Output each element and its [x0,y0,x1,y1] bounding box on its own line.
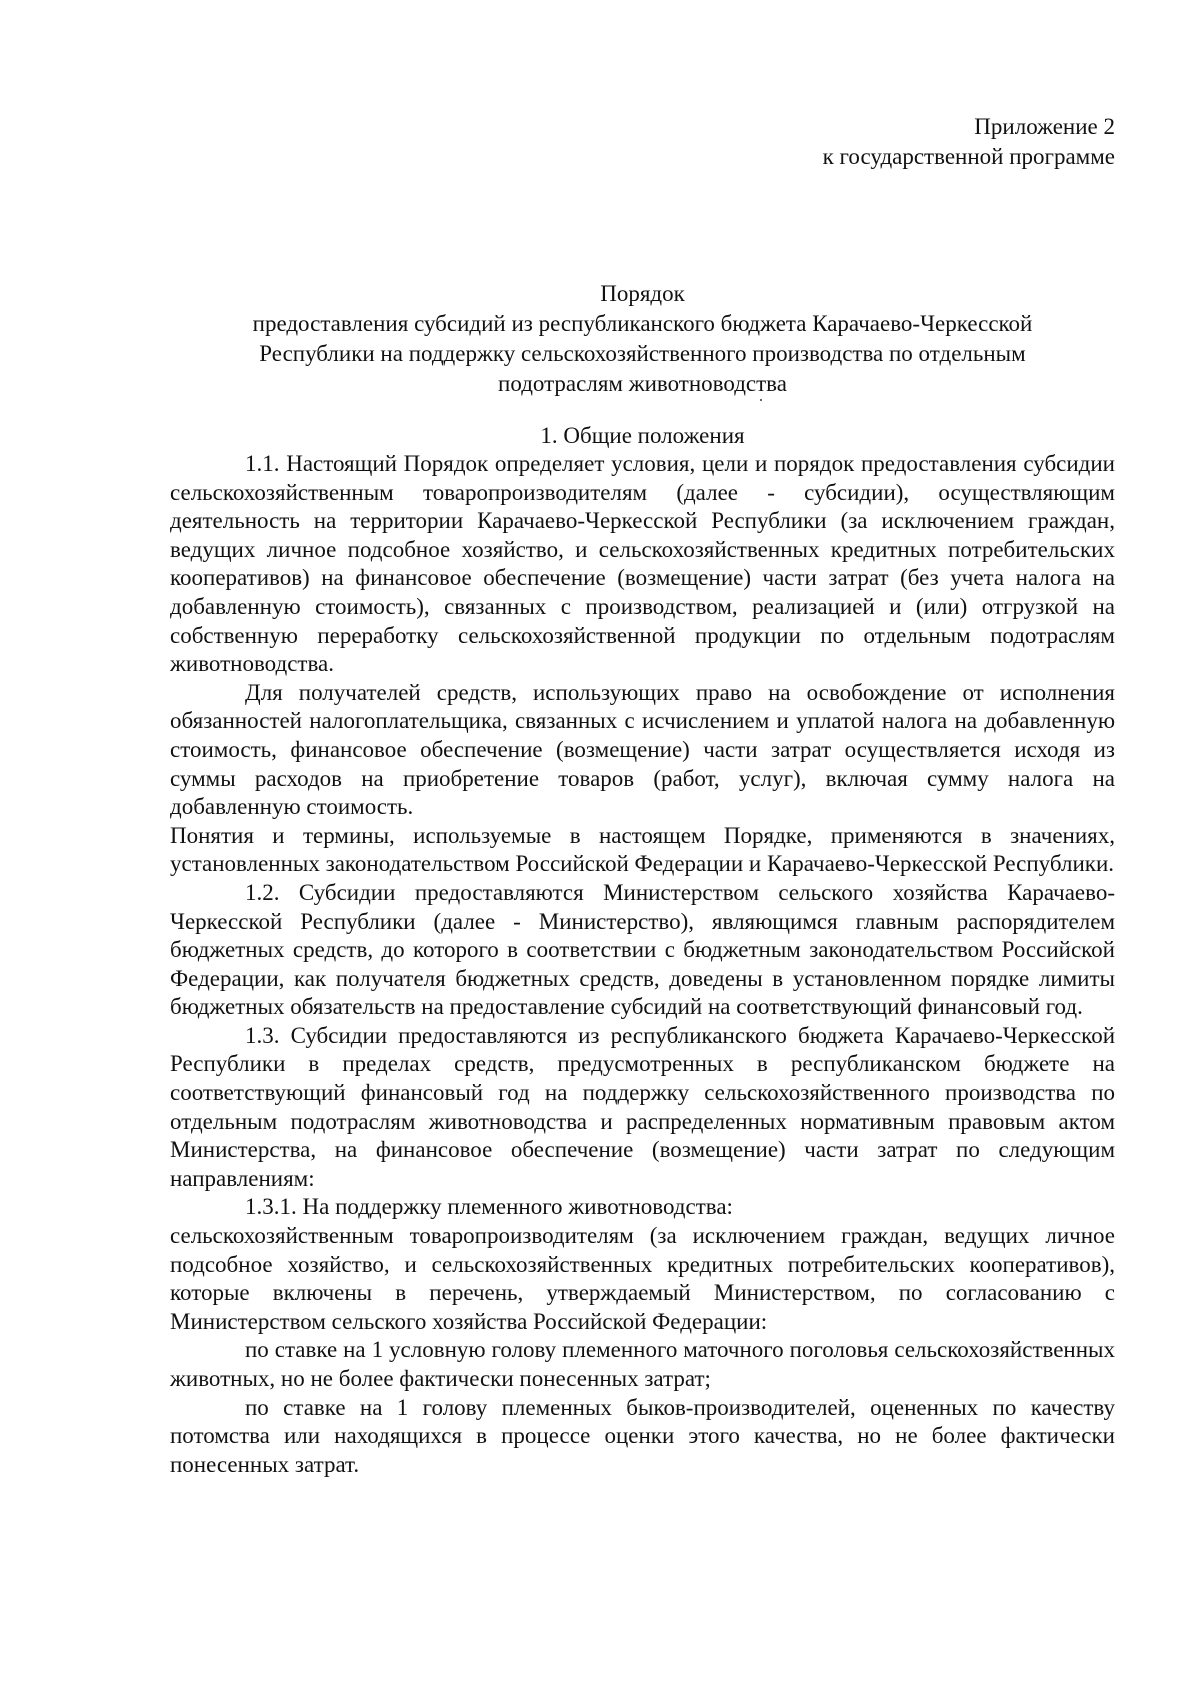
title-line-2: предоставления субсидий из республиканского бюджета Карачаево-Черкесской [252,311,1033,336]
section-body [170,450,1115,1479]
section-heading: 1. Общие положения [540,423,745,448]
appendix-line-1: Приложение 2 [974,114,1115,139]
paragraph-vat-exemption: Для получателей средств, использующих право на освобождение от исполнения обязанностей налогоплательщика, связанных с исчислением и уплатой налога на добавленную стоимость, финансовое обеспечение (возмещение) части затрат осуществляется исходя из суммы расходов на приобретение товаров (работ, услуг), включая сумму налога на добавленную стоимость. [170,679,1115,820]
paragraph-1-3: 1.3. Субсидии предоставляются из республиканского бюджета Карачаево-Черкесской Республики в пределах средств, предусмотренных в республиканском бюджете на соответствующий финансовый год на поддержку сельскохозяйственного производства по отдельным подотраслям животноводства и распределенных нормативным правовым актом Министерства, на финансовое обеспечение (возмещение) части затрат по следующим направлениям: [170,1022,1115,1191]
paragraph-rate-breeding-stock: по ставке на 1 условную голову племенного маточного поголовья сельскохозяйственных животных, но не более фактически понесенных затрат; [170,1337,1115,1391]
title-line-3: Республики на поддержку сельскохозяйственного производства по отдельным [259,341,1026,366]
appendix-note [823,112,1115,172]
document-title [170,279,1115,399]
appendix-line-2: к государственной программе [822,144,1115,169]
paragraph-1-3-1: 1.3.1. На поддержку племенного животноводства: [245,1194,733,1220]
paragraph-1-1: 1.1. Настоящий Порядок определяет условия, цели и порядок предоставления субсидии сельскохозяйственным товаропроизводителям (далее - субсидии), осуществляющим деятельность на территории Карачаево-Черкесской Республики (за исключением граждан, ведущих личное подсобное хозяйство, и сельскохозяйственных кредитных потребительских кооперативов) на финансовое обеспечение (возмещение) части затрат (без учета налога на добавленную стоимость), связанных с производством, реализацией и (или) отгрузкой на собственную переработку сельскохозяйственной продукции по отдельным подотраслям животноводства. [170,451,1115,677]
paragraph-rate-breeding-bulls: по ставке на 1 голову племенных быков-производителей, оцененных по качеству потомства или находящихся в процессе оценки этого качества, но не более фактически понесенных затрат. [170,1394,1115,1477]
paragraph-recipients: сельскохозяйственным товаропроизводителям (за исключением граждан, ведущих личное подсобное хозяйство, и сельскохозяйственных кредитных потребительских кооперативов), которые включены в перечень, утверждаемый Министерством, по согласованию с Министерством сельского хозяйства Российской Федерации: [170,1223,1115,1334]
title-line-4: подотраслям животноводства [498,371,787,396]
title-line-1: Порядок [600,281,685,306]
scan-speck [760,399,762,401]
paragraph-terms: Понятия и термины, используемые в настоящем Порядке, применяются в значениях, установленных законодательством Российской Федерации и Карачаево-Черкесской Республики. [170,822,1115,877]
paragraph-1-2: 1.2. Субсидии предоставляются Министерством сельского хозяйства Карачаево-Черкесской Республики (далее - Министерство), являющимся главным распорядителем бюджетных средств, до которого в соответствии с бюджетным законодательством Российской Федерации, как получателя бюджетных средств, доведены в установленном порядке лимиты бюджетных обязательств на предоставление субсидий на соответствующий финансовый год. [170,879,1115,1020]
